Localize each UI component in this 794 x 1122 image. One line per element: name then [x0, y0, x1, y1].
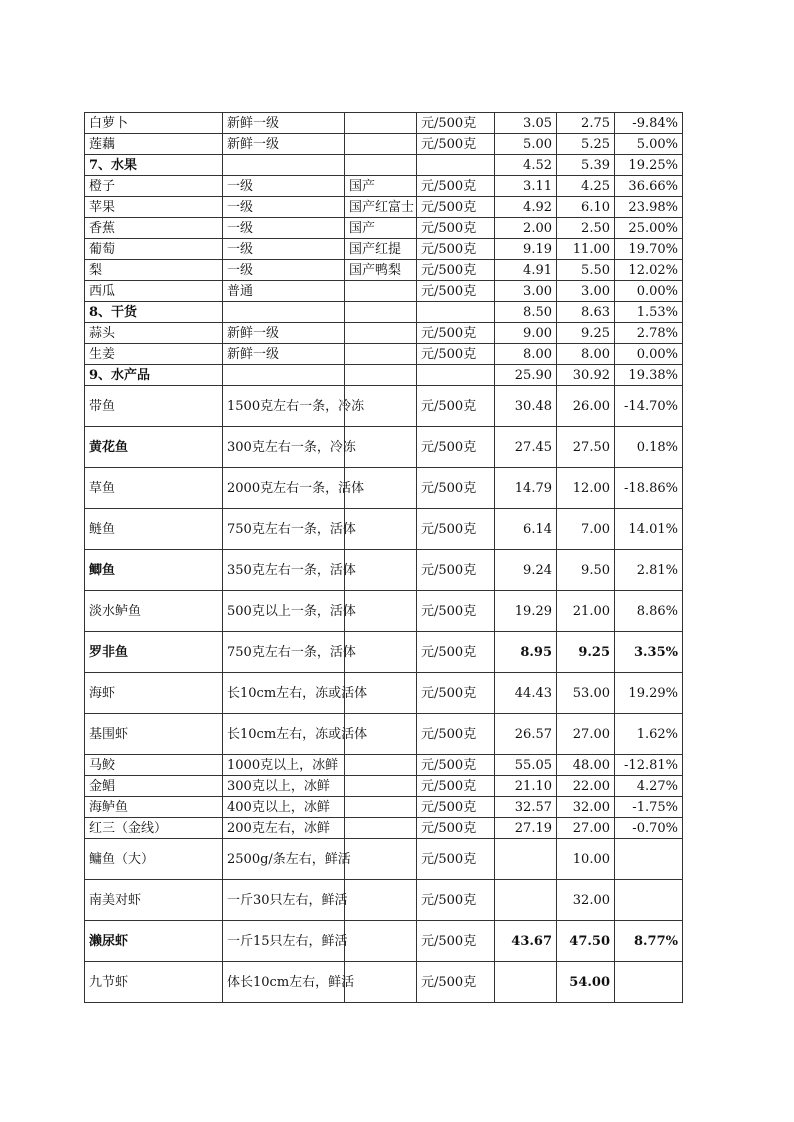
unit-cell: 元/500克: [417, 344, 495, 365]
table-row: [85, 281, 683, 302]
prev-price-cell: 4.91: [495, 260, 557, 281]
item-name-cell: 西瓜: [85, 281, 223, 302]
spec-cell: 一斤15只左右，鲜活: [223, 921, 345, 962]
table-row: [85, 386, 683, 427]
item-name-cell: 淡水鲈鱼: [85, 591, 223, 632]
item-name-cell: 莲藕: [85, 134, 223, 155]
spec-cell: 新鲜一级: [223, 323, 345, 344]
change-cell: -9.84%: [615, 113, 683, 134]
unit-cell: [417, 365, 495, 386]
item-name-cell: 白萝卜: [85, 113, 223, 134]
change-cell: -12.81%: [615, 755, 683, 776]
spec-cell: 一级: [223, 218, 345, 239]
curr-price-cell: 6.10: [557, 197, 615, 218]
item-name-cell: 鳙鱼（大）: [85, 839, 223, 880]
curr-price-cell: 53.00: [557, 673, 615, 714]
item-name-cell: 苹果: [85, 197, 223, 218]
table-row: [85, 797, 683, 818]
origin-cell: [345, 365, 417, 386]
prev-price-cell: 30.48: [495, 386, 557, 427]
curr-price-cell: 22.00: [557, 776, 615, 797]
table-row: [85, 239, 683, 260]
spec-cell: 750克左右一条，活体: [223, 632, 345, 673]
unit-cell: [417, 155, 495, 176]
change-cell: 4.27%: [615, 776, 683, 797]
table-row: [85, 218, 683, 239]
category-row: [85, 302, 683, 323]
spec-cell: [223, 365, 345, 386]
unit-cell: 元/500克: [417, 468, 495, 509]
curr-price-cell: 9.25: [557, 323, 615, 344]
prev-price-cell: 2.00: [495, 218, 557, 239]
item-name-cell: 九节虾: [85, 962, 223, 1003]
change-cell: 5.00%: [615, 134, 683, 155]
spec-cell: 新鲜一级: [223, 134, 345, 155]
category-row: [85, 155, 683, 176]
curr-price-cell: 5.39: [557, 155, 615, 176]
item-name-cell: 红三（金线）: [85, 818, 223, 839]
change-cell: 14.01%: [615, 509, 683, 550]
unit-cell: 元/500克: [417, 776, 495, 797]
unit-cell: 元/500克: [417, 714, 495, 755]
prev-price-cell: 14.79: [495, 468, 557, 509]
unit-cell: 元/500克: [417, 113, 495, 134]
change-cell: 1.53%: [615, 302, 683, 323]
table-row: [85, 839, 683, 880]
unit-cell: 元/500克: [417, 591, 495, 632]
spec-cell: 300克以上，冰鲜: [223, 776, 345, 797]
item-name-cell: 草鱼: [85, 468, 223, 509]
item-name-cell: 鲢鱼: [85, 509, 223, 550]
prev-price-cell: 32.57: [495, 797, 557, 818]
origin-cell: [345, 344, 417, 365]
unit-cell: 元/500克: [417, 239, 495, 260]
curr-price-cell: 5.25: [557, 134, 615, 155]
spec-cell: 普通: [223, 281, 345, 302]
origin-cell: [345, 962, 417, 1003]
table-row: [85, 962, 683, 1003]
curr-price-cell: 27.00: [557, 714, 615, 755]
change-cell: 1.62%: [615, 714, 683, 755]
unit-cell: 元/500克: [417, 134, 495, 155]
spec-cell: 750克左右一条，活体: [223, 509, 345, 550]
curr-price-cell: 2.75: [557, 113, 615, 134]
item-name-cell: 生姜: [85, 344, 223, 365]
change-cell: 8.77%: [615, 921, 683, 962]
change-cell: 19.25%: [615, 155, 683, 176]
spec-cell: 长10cm左右，冻或活体: [223, 714, 345, 755]
prev-price-cell: 8.50: [495, 302, 557, 323]
prev-price-cell: 44.43: [495, 673, 557, 714]
unit-cell: 元/500克: [417, 839, 495, 880]
unit-cell: 元/500克: [417, 197, 495, 218]
prev-price-cell: [495, 962, 557, 1003]
origin-cell: [345, 880, 417, 921]
curr-price-cell: 30.92: [557, 365, 615, 386]
change-cell: 2.78%: [615, 323, 683, 344]
curr-price-cell: 27.00: [557, 818, 615, 839]
prev-price-cell: 43.67: [495, 921, 557, 962]
unit-cell: 元/500克: [417, 921, 495, 962]
item-name-cell: 梨: [85, 260, 223, 281]
change-cell: 12.02%: [615, 260, 683, 281]
item-name-cell: 蒜头: [85, 323, 223, 344]
curr-price-cell: 11.00: [557, 239, 615, 260]
table-row: [85, 113, 683, 134]
item-name-cell: 基围虾: [85, 714, 223, 755]
curr-price-cell: 2.50: [557, 218, 615, 239]
curr-price-cell: 10.00: [557, 839, 615, 880]
item-name-cell: 葡萄: [85, 239, 223, 260]
unit-cell: 元/500克: [417, 427, 495, 468]
spec-cell: [223, 302, 345, 323]
unit-cell: 元/500克: [417, 260, 495, 281]
unit-cell: 元/500克: [417, 673, 495, 714]
category-row: [85, 365, 683, 386]
item-name-cell: 带鱼: [85, 386, 223, 427]
curr-price-cell: 4.25: [557, 176, 615, 197]
table-row: [85, 323, 683, 344]
curr-price-cell: 9.25: [557, 632, 615, 673]
prev-price-cell: 9.19: [495, 239, 557, 260]
unit-cell: 元/500克: [417, 323, 495, 344]
table-row: [85, 673, 683, 714]
change-cell: [615, 839, 683, 880]
prev-price-cell: 9.00: [495, 323, 557, 344]
prev-price-cell: 3.00: [495, 281, 557, 302]
item-name-cell: 海虾: [85, 673, 223, 714]
unit-cell: 元/500克: [417, 632, 495, 673]
table-row: [85, 591, 683, 632]
prev-price-cell: 4.92: [495, 197, 557, 218]
unit-cell: 元/500克: [417, 797, 495, 818]
curr-price-cell: 26.00: [557, 386, 615, 427]
origin-cell: [345, 155, 417, 176]
spec-cell: 一级: [223, 260, 345, 281]
origin-cell: [345, 755, 417, 776]
curr-price-cell: 48.00: [557, 755, 615, 776]
spec-cell: [223, 155, 345, 176]
table-row: [85, 921, 683, 962]
curr-price-cell: 32.00: [557, 797, 615, 818]
price-table: [84, 112, 683, 1003]
curr-price-cell: 12.00: [557, 468, 615, 509]
change-cell: 19.29%: [615, 673, 683, 714]
change-cell: 0.00%: [615, 344, 683, 365]
table-row: [85, 776, 683, 797]
origin-cell: [345, 839, 417, 880]
prev-price-cell: 8.00: [495, 344, 557, 365]
table-row: [85, 176, 683, 197]
origin-cell: 国产红提: [345, 239, 417, 260]
item-name-cell: 南美对虾: [85, 880, 223, 921]
prev-price-cell: 55.05: [495, 755, 557, 776]
spec-cell: 300克左右一条，冷冻: [223, 427, 345, 468]
item-name-cell: 9、水产品: [85, 365, 223, 386]
table-row: [85, 509, 683, 550]
origin-cell: 国产: [345, 218, 417, 239]
spec-cell: 400克以上，冰鲜: [223, 797, 345, 818]
table-row: [85, 197, 683, 218]
curr-price-cell: 54.00: [557, 962, 615, 1003]
unit-cell: 元/500克: [417, 386, 495, 427]
spec-cell: 1000克以上，冰鲜: [223, 755, 345, 776]
change-cell: 0.18%: [615, 427, 683, 468]
unit-cell: 元/500克: [417, 880, 495, 921]
spec-cell: 一级: [223, 197, 345, 218]
prev-price-cell: 5.00: [495, 134, 557, 155]
curr-price-cell: 27.50: [557, 427, 615, 468]
spec-cell: 新鲜一级: [223, 344, 345, 365]
prev-price-cell: 26.57: [495, 714, 557, 755]
table-row: [85, 260, 683, 281]
curr-price-cell: 8.00: [557, 344, 615, 365]
item-name-cell: 马鲛: [85, 755, 223, 776]
change-cell: 3.35%: [615, 632, 683, 673]
item-name-cell: 鲫鱼: [85, 550, 223, 591]
change-cell: 19.70%: [615, 239, 683, 260]
change-cell: 8.86%: [615, 591, 683, 632]
spec-cell: 体长10cm左右，鲜活: [223, 962, 345, 1003]
change-cell: 2.81%: [615, 550, 683, 591]
item-name-cell: 橙子: [85, 176, 223, 197]
spec-cell: 2000克左右一条，活体: [223, 468, 345, 509]
item-name-cell: 海鲈鱼: [85, 797, 223, 818]
change-cell: [615, 962, 683, 1003]
spec-cell: 1500克左右一条，冷冻: [223, 386, 345, 427]
price-table-body: [85, 113, 683, 1003]
change-cell: -14.70%: [615, 386, 683, 427]
origin-cell: 国产鸭梨: [345, 260, 417, 281]
table-row: [85, 344, 683, 365]
unit-cell: 元/500克: [417, 176, 495, 197]
unit-cell: 元/500克: [417, 962, 495, 1003]
origin-cell: [345, 281, 417, 302]
prev-price-cell: [495, 839, 557, 880]
curr-price-cell: 21.00: [557, 591, 615, 632]
prev-price-cell: 19.29: [495, 591, 557, 632]
item-name-cell: 金鲳: [85, 776, 223, 797]
change-cell: -1.75%: [615, 797, 683, 818]
prev-price-cell: 6.14: [495, 509, 557, 550]
item-name-cell: 香蕉: [85, 218, 223, 239]
spec-cell: 一级: [223, 239, 345, 260]
change-cell: [615, 880, 683, 921]
item-name-cell: 濑尿虾: [85, 921, 223, 962]
unit-cell: 元/500克: [417, 281, 495, 302]
unit-cell: [417, 302, 495, 323]
curr-price-cell: 3.00: [557, 281, 615, 302]
unit-cell: 元/500克: [417, 218, 495, 239]
origin-cell: 国产红富士: [345, 197, 417, 218]
origin-cell: [345, 776, 417, 797]
table-row: [85, 468, 683, 509]
change-cell: 36.66%: [615, 176, 683, 197]
item-name-cell: 罗非鱼: [85, 632, 223, 673]
table-row: [85, 714, 683, 755]
curr-price-cell: 9.50: [557, 550, 615, 591]
spec-cell: 新鲜一级: [223, 113, 345, 134]
spec-cell: 2500g/条左右，鲜活: [223, 839, 345, 880]
table-row: [85, 134, 683, 155]
table-row: [85, 632, 683, 673]
table-row: [85, 427, 683, 468]
origin-cell: [345, 113, 417, 134]
unit-cell: 元/500克: [417, 509, 495, 550]
prev-price-cell: 8.95: [495, 632, 557, 673]
item-name-cell: 黄花鱼: [85, 427, 223, 468]
spec-cell: 长10cm左右，冻或活体: [223, 673, 345, 714]
curr-price-cell: 32.00: [557, 880, 615, 921]
change-cell: -0.70%: [615, 818, 683, 839]
curr-price-cell: 7.00: [557, 509, 615, 550]
origin-cell: 国产: [345, 176, 417, 197]
unit-cell: 元/500克: [417, 818, 495, 839]
unit-cell: 元/500克: [417, 550, 495, 591]
table-row: [85, 755, 683, 776]
prev-price-cell: 25.90: [495, 365, 557, 386]
prev-price-cell: 4.52: [495, 155, 557, 176]
spec-cell: 200克左右，冰鲜: [223, 818, 345, 839]
prev-price-cell: 9.24: [495, 550, 557, 591]
curr-price-cell: 47.50: [557, 921, 615, 962]
origin-cell: [345, 323, 417, 344]
origin-cell: [345, 134, 417, 155]
prev-price-cell: 27.45: [495, 427, 557, 468]
curr-price-cell: 5.50: [557, 260, 615, 281]
table-row: [85, 550, 683, 591]
spec-cell: 500克以上一条，活体: [223, 591, 345, 632]
change-cell: 19.38%: [615, 365, 683, 386]
spec-cell: 一斤30只左右，鲜活: [223, 880, 345, 921]
prev-price-cell: 3.11: [495, 176, 557, 197]
origin-cell: [345, 302, 417, 323]
item-name-cell: 7、水果: [85, 155, 223, 176]
change-cell: 25.00%: [615, 218, 683, 239]
prev-price-cell: 3.05: [495, 113, 557, 134]
prev-price-cell: 21.10: [495, 776, 557, 797]
table-row: [85, 880, 683, 921]
change-cell: 0.00%: [615, 281, 683, 302]
table-row: [85, 818, 683, 839]
spec-cell: 350克左右一条，活体: [223, 550, 345, 591]
origin-cell: [345, 921, 417, 962]
unit-cell: 元/500克: [417, 755, 495, 776]
origin-cell: [345, 797, 417, 818]
change-cell: 23.98%: [615, 197, 683, 218]
prev-price-cell: 27.19: [495, 818, 557, 839]
spec-cell: 一级: [223, 176, 345, 197]
change-cell: -18.86%: [615, 468, 683, 509]
prev-price-cell: [495, 880, 557, 921]
origin-cell: [345, 818, 417, 839]
curr-price-cell: 8.63: [557, 302, 615, 323]
item-name-cell: 8、干货: [85, 302, 223, 323]
